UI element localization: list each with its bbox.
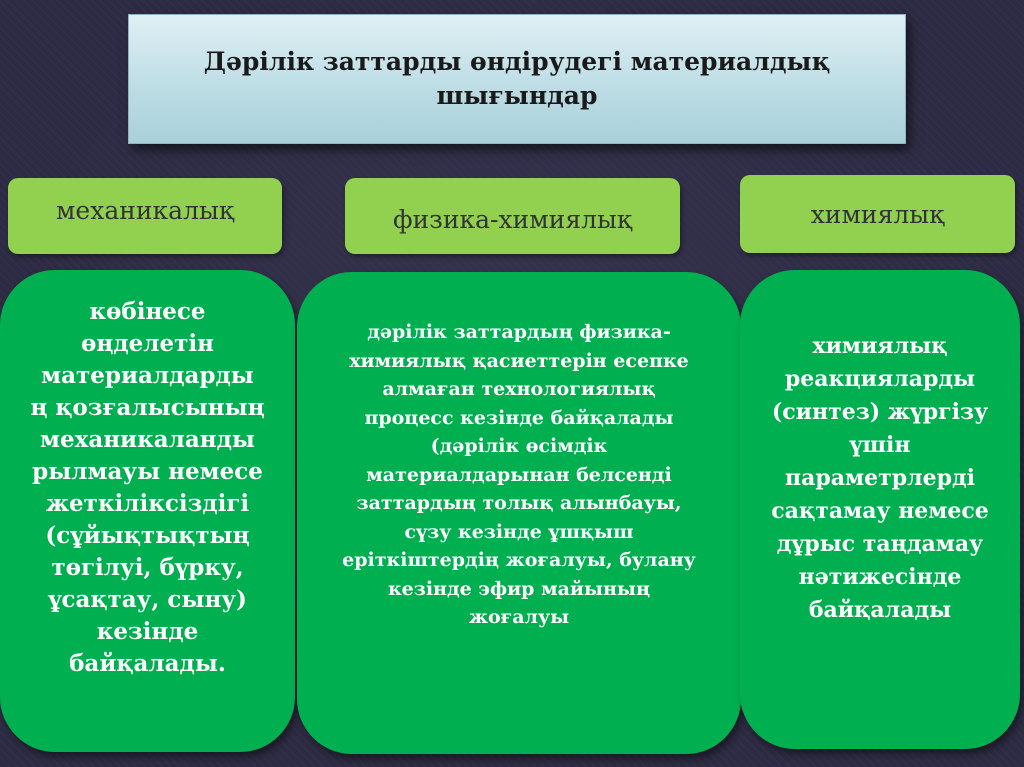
description-box-physico-chemical	[297, 272, 741, 754]
description-chemical: химиялық реакцияларды (синтез) жүргізу үшін параметрлерді сақтамау немесе дұрыс таңдамау нәтижесінде байқалады	[771, 333, 989, 623]
category-mechanical: механикалық	[8, 178, 282, 254]
category-physico-chemical: физика-химиялық	[345, 178, 680, 254]
title-box	[128, 14, 906, 144]
description-physico-chemical: дәрілік заттардың физика-химиялық қасиеттерін есепке алмаған технологиялық процесс кезінде байқалады (дәрілік өсімдік материалдарынан белсенді заттардың толық алынбауы, сүзу кезінде ұшқыш еріткіштердің жоғалуы, булану кезінде эфир майының жоғалуы	[342, 321, 696, 628]
category-chemical: химиялық	[740, 175, 1015, 253]
description-box-mechanical	[0, 270, 295, 752]
description-box-chemical	[740, 270, 1020, 749]
description-mechanical: көбінесе өңделетін материалдарды ң қозғалысының механикаланды рылмауы немесе жеткіліксіздігі (сұйықтықтың төгілуі, бүрку, ұсақтау, сыну) кезінде байқалады.	[30, 298, 265, 677]
diagram-title: Дәрілік заттарды өндірудегі материалдық шығындар	[203, 47, 831, 110]
